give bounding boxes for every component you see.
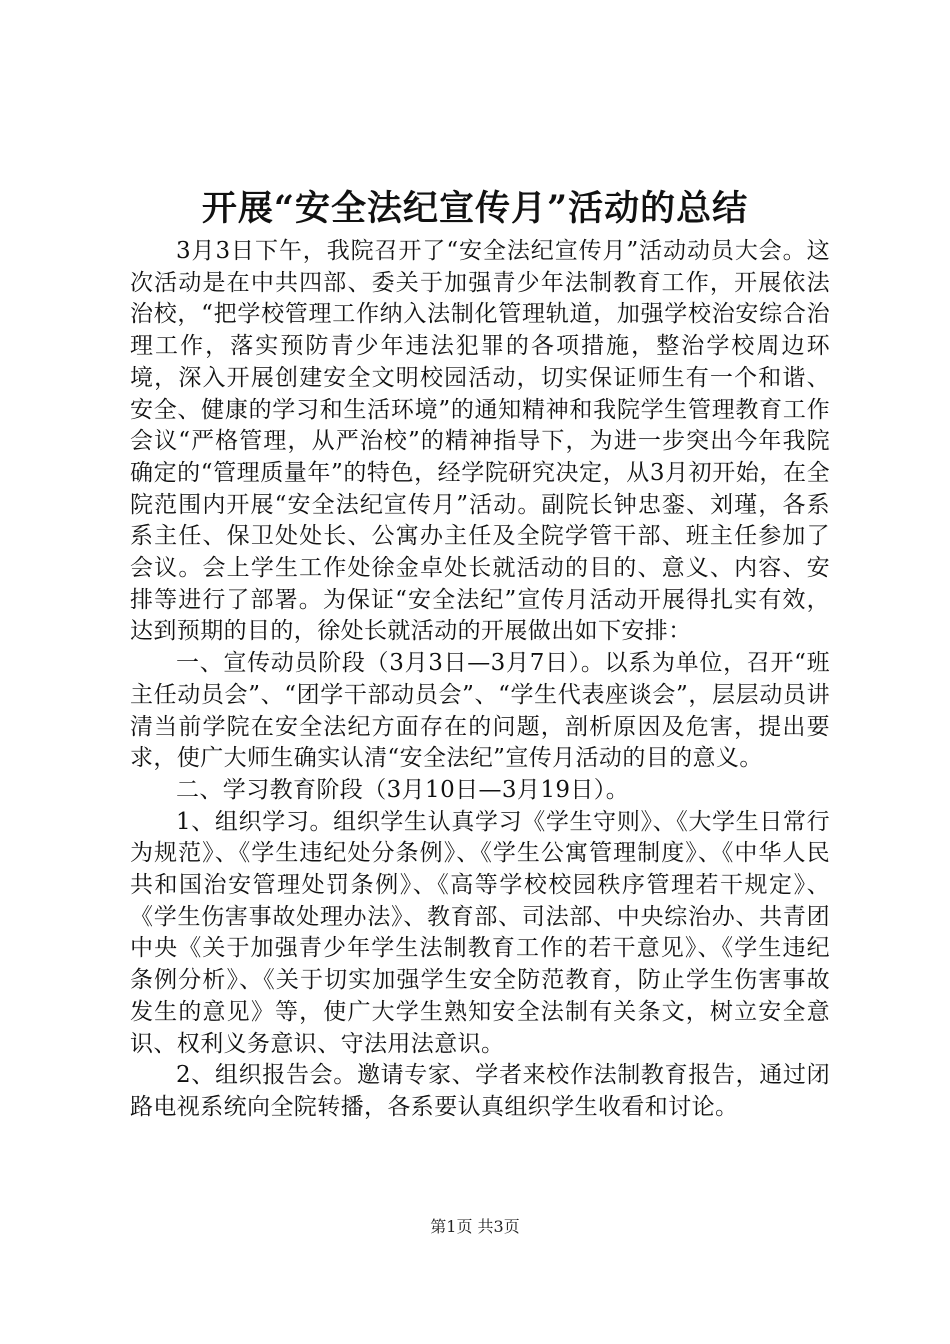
paragraph-stage-two: 二、学习教育阶段（3月10日—3月19日）。 xyxy=(176,776,630,803)
paragraph-intro: 3月3日下午，我院召开了“安全法纪宣传月”活动动员大会。这次活动是在中共四部、委关于加强青少年法制教育工作，开展依法治校，“把学校管理工作纳入法制化管理轨道，加强学校治安综合治理工作，落实预防青少年违法犯罪的各项措施，整治学校周边环境，深入开展创建安全文明校园活动，切实保证师生有一个和谐、安全、健康的学习和生活环境”的通知精神和我院学生管理教育工作会议“严格管理，从严治校”的精神指导下，为进一步突出今年我院确定的“管理质量年”的特色，经学院研究决定，从3月初开始，在全院范围内开展“安全法纪宣传月”活动。副院长钟忠銮、刘瑾，各系系主任、保卫处处长、公寓办主任及全院学管干部、班主任参加了会议。会上学生工作处徐金卓处长就活动的目的、意义、内容、安排等进行了部署。为保证“安全法纪”宣传月活动开展得扎实有效，达到预期的目的，徐处长就活动的开展做出如下安排： xyxy=(130,238,830,645)
page-number-footer: 第1页 共3页 xyxy=(430,1217,520,1236)
document-title: 开展“安全法纪宣传月”活动的总结 xyxy=(201,188,749,229)
paragraph-stage-one: 一、宣传动员阶段（3月3日—3月7日）。以系为单位，召开“班主任动员会”、“团学干部动员会”、“学生代表座谈会”，层层动员讲清当前学院在安全法纪方面存在的问题，剖析原因及危害，提出要求，使广大师生确实认清“安全法纪”宣传月活动的目的意义。 xyxy=(130,650,830,772)
paragraph-study: 1、组织学习。组织学生认真学习《学生守则》、《大学生日常行为规范》、《学生违纪处分条例》、《学生公寓管理制度》、《中华人民共和国治安管理处罚条例》、《高等学校校园秩序管理若干规定》、《学生伤害事故处理办法》、教育部、司法部、中央综治办、共青团中央《关于加强青少年学生法制教育工作的若干意见》、《学生违纪条例分析》、《关于切实加强学生安全防范教育，防止学生伤害事故发生的意见》等，使广大学生熟知安全法制有关条文，树立安全意识、权利义务意识、守法用法意识。 xyxy=(130,808,830,1057)
document-body xyxy=(130,236,830,1124)
paragraph-report: 2、组织报告会。邀请专家、学者来校作法制教育报告，通过闭路电视系统向全院转播，各系要认真组织学生收看和讨论。 xyxy=(130,1062,830,1120)
